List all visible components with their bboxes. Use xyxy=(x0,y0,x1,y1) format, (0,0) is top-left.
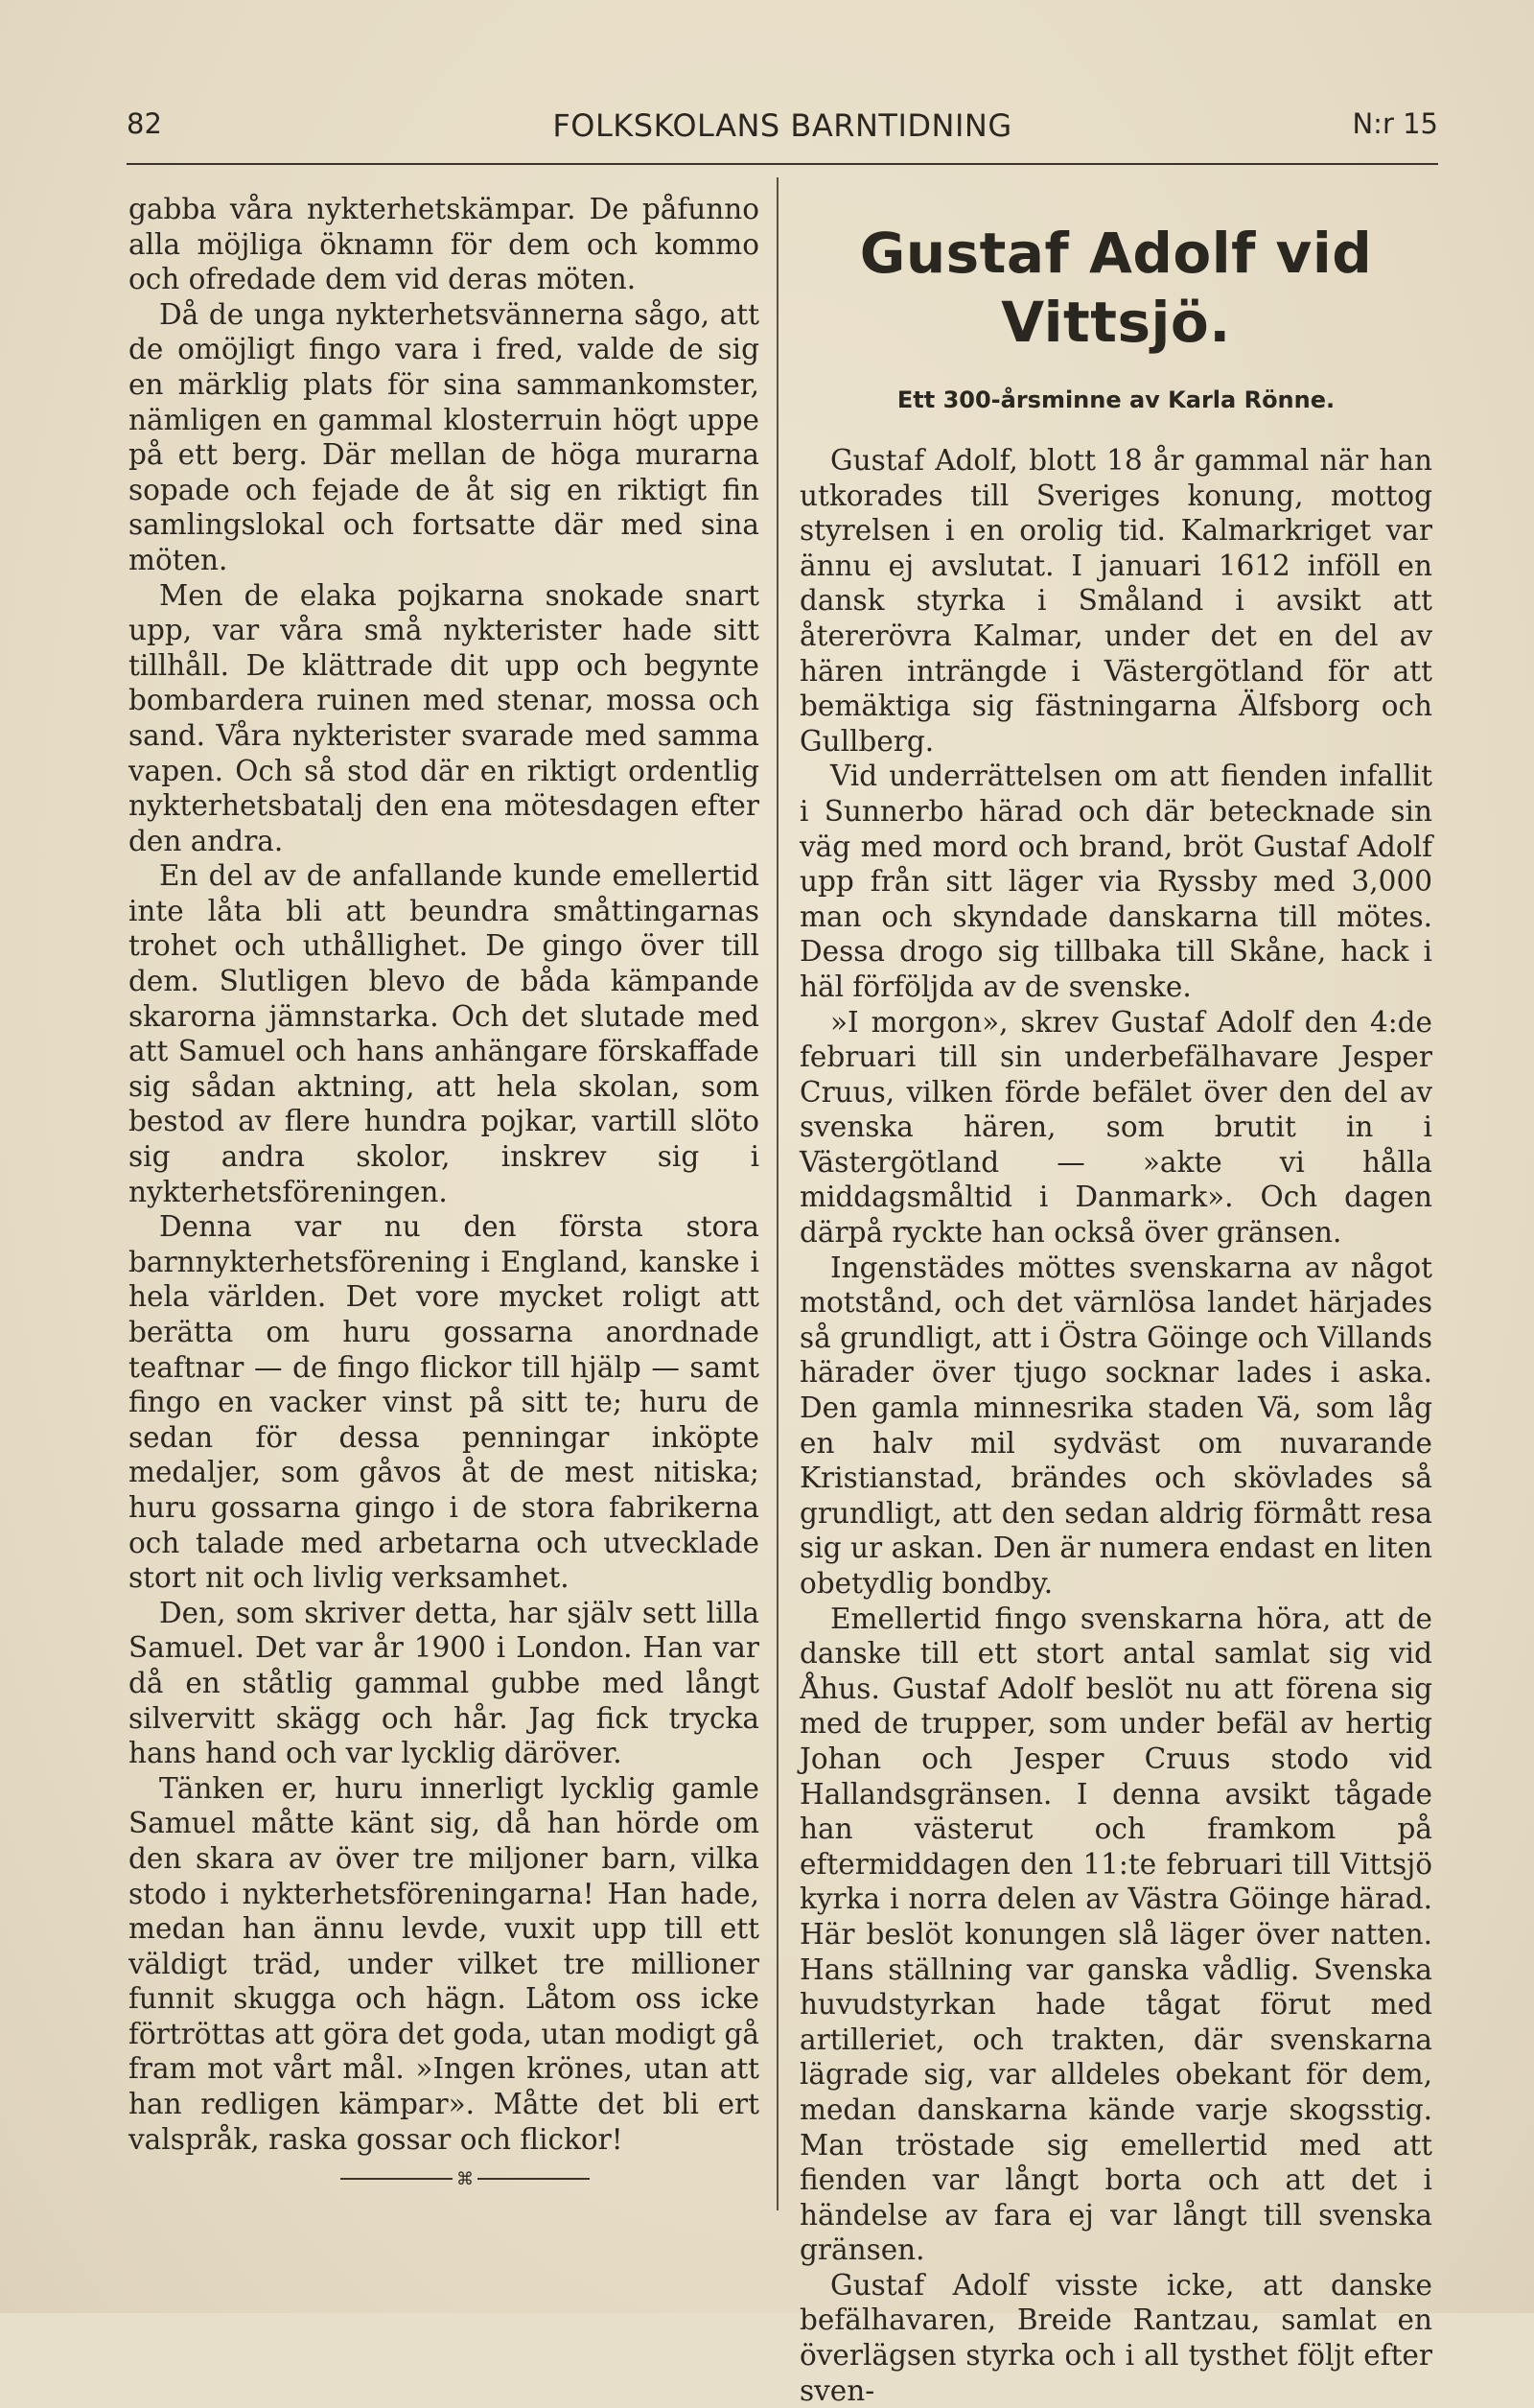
page-header xyxy=(127,104,1438,148)
left-paragraph-2: Då de unga nykterhetsvännerna sågo, att de omöjligt fingo vara i fred, valde de sig en märklig plats för sina sammankomster, nämligen en gammal klosterruin högt uppe på ett berg. Där mellan de höga murarna sopade och fejade de åt sig en riktigt fin samlingslokal och fortsatte där med sina möten. xyxy=(128,297,759,576)
left-paragraph-3: Men de elaka pojkarna snokade snart upp, var våra små nykterister hade sitt tillhåll. De klättrade dit upp och begynte bombardera ruinen med stenar, mossa och sand. Våra nykterister svarade med samma vapen. Och så stod där en riktigt ordentlig nykterhetsbatalj den ena mötesdagen efter den andra. xyxy=(128,578,759,857)
header-rule xyxy=(127,163,1438,165)
right-paragraph-6: Gustaf Adolf visste icke, att danske befälhavaren, Breide Rantzau, samlat en överlägsen styrka och i all tysthet följt efter sven- xyxy=(800,2268,1432,2407)
publication-title: FOLKSKOLANS BARNTIDNING xyxy=(552,107,1012,144)
left-column xyxy=(128,192,759,2157)
right-paragraph-2: Vid underrättelsen om att fienden infallit i Sunnerbo härad och där betecknade sin väg med mord och brand, bröt Gustaf Adolf upp från sitt läger via Ryssby med 3,000 man och skyndade danskarna till mötes. Dessa drogo sig tillbaka till Skåne, hack i häl förföljda av de svenske. xyxy=(800,760,1432,1003)
ornament-line-left xyxy=(340,2178,453,2180)
left-paragraph-6: Den, som skriver detta, har själv sett lilla Samuel. Det var år 1900 i London. Han var då en ståtlig gammal gubbe med långt silvervitt skägg och hår. Jag fick trycka hans hand och var lycklig däröver. xyxy=(128,1596,759,1770)
article-subtitle: Ett 300-årsminne av Karla Rönne. xyxy=(896,386,1336,413)
page-number: 82 xyxy=(127,107,162,140)
issue-number: N:r 15 xyxy=(1352,107,1438,140)
article-title: Gustaf Adolf vid Vittsjö. xyxy=(859,221,1373,355)
ornament-line-right xyxy=(477,2178,590,2180)
right-paragraph-4: Ingenstädes möttes svenskarna av något motstånd, och det värnlösa landet härjades så grundligt, att i Östra Göinge och Villands härader över tjugo socknar lades i aska. Den gamla minnesrika staden Vä, som låg en halv mil sydväst om nuvarande Kristianstad, brändes och skövlades så grundligt, att den sedan aldrig förmått resa sig ur askan. Den är numera endast en liten obetydlig bondby. xyxy=(800,1251,1432,1600)
column-divider xyxy=(777,177,779,2210)
left-paragraph-1: gabba våra nykterhetskämpar. De påfunno alla möjliga öknamn för dem och kommo och ofredade dem vid deras möten. xyxy=(128,193,759,296)
left-paragraph-5: Denna var nu den första stora barnnykterhetsförening i England, kanske i hela världen. Det vore mycket roligt att berätta om huru gossarna anordnade teaftnar — de fingo flickor till hjälp — samt fingo en vacker vinst på sitt te; huru de sedan för dessa penningar inköpte medaljer, som gåvos åt de mest nitiska; huru gossarna gingo i de stora fabrikerna och talade med arbetarna och utvecklade stort nit och livlig verksamhet. xyxy=(128,1210,759,1595)
left-paragraph-7: Tänken er, huru innerligt lycklig gamle Samuel måtte känt sig, då han hörde om den skara av över tre miljoner barn, vilka stodo i nykterhetsföreningarna! Han hade, medan han ännu levde, vuxit upp till ett väldigt träd, under vilket tre millioner funnit skugga och hägn. Låtom oss icke förtröttas att göra det goda, utan modigt gå fram mot vårt mål. »Ingen krönes, utan att han redligen kämpar». Måtte det bli ert valspråk, raska gossar och flickor! xyxy=(128,1771,759,2156)
ornament-glyph: ⌘ xyxy=(456,2168,474,2189)
right-paragraph-5: Emellertid fingo svenskarna höra, att de danske till ett stort antal samlat sig vid Åhus. Gustaf Adolf beslöt nu att förena sig med de trupper, som under befäl av hertig Johan och Jesper Cruus stodo vid Hallandsgränsen. I denna avsikt tågade han västerut och framkom på eftermiddagen den 11:te februari till Vittsjö kyrka i norra delen av Västra Göinge härad. Här beslöt konungen slå läger över natten. Hans ställning var ganska vådlig. Svenska huvudstyrkan hade tågat förut med artilleriet, och trakten, där svenskarna lägrade sig, var alldeles obekant för dem, medan danskarna kände varje skogsstig. Man tröstade sig emellertid med att fienden var långt borta och att det i händelse av fara ej var långt till svenska gränsen. xyxy=(800,1601,1432,2267)
left-paragraph-4: En del av de anfallande kunde emellertid inte låta bli att beundra småttingarnas trohet och uthållighet. De gingo över till dem. Slutligen blevo de båda kämpande skarorna jämnstarka. Och det slutade med att Samuel och hans anhängare förskaffade sig sådan aktning, att hela skolan, som bestod av flere hundra pojkar, vartill slöto sig andra skolor, inskrev sig i nykterhetsföreningen. xyxy=(128,859,759,1208)
right-paragraph-3: »I morgon», skrev Gustaf Adolf den 4:de februari till sin underbefälhavare Jesper Cruus, vilken förde befälet över den del av svenska hären, som brutit in i Västergötland — »akte vi hålla middagsmåltid i Danmark». Och dagen därpå ryckte han också över gränsen. xyxy=(800,1005,1432,1250)
section-end-ornament xyxy=(340,2169,590,2188)
right-paragraph-1: Gustaf Adolf, blott 18 år gammal när han utkorades till Sveriges konung, mottog styrelsen i en orolig tid. Kalmarkriget var ännu ej avslutat. I januari 1612 inföll en dansk styrka i Småland i avsikt att återerövra Kalmar, under det en del av hären inträngde i Västergötland för att bemäktiga sig fästningarna Älfsborg och Gullberg. xyxy=(800,444,1432,758)
right-column xyxy=(800,192,1432,2408)
